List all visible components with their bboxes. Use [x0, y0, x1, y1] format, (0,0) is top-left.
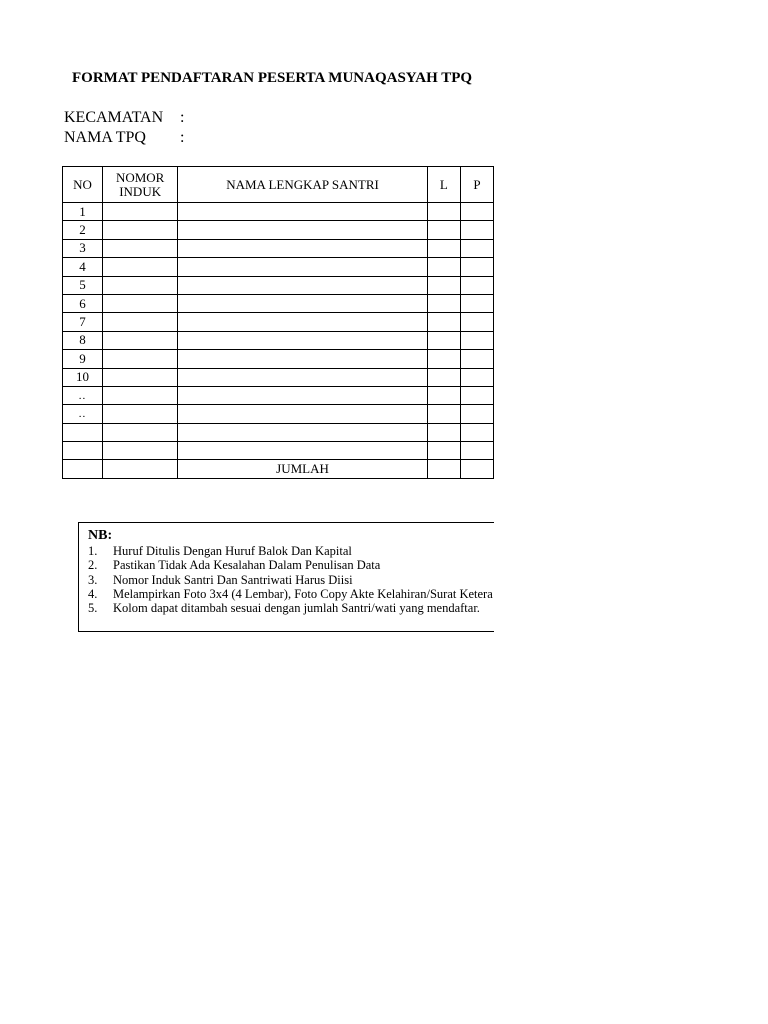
table-cell [103, 386, 178, 404]
table-cell [460, 258, 493, 276]
table-cell [427, 350, 460, 368]
table-cell [460, 405, 493, 423]
header-nomor-induk-line2: INDUK [119, 183, 162, 199]
table-cell [178, 386, 428, 404]
note-text: Nomor Induk Santri Dan Santriwati Harus Diisi [113, 572, 353, 587]
table-cell [178, 423, 428, 441]
table-cell [103, 203, 178, 221]
table-cell [427, 313, 460, 331]
table-cell [460, 368, 493, 386]
field-nama-tpq [64, 129, 184, 147]
table-row [63, 276, 494, 294]
table-cell [460, 423, 493, 441]
table-cell [103, 442, 178, 460]
row-number: 1 [63, 203, 103, 221]
table-cell [427, 386, 460, 404]
header-nomor-induk [103, 167, 178, 203]
note-number: 1. [88, 544, 98, 558]
note-item [88, 601, 493, 615]
table-cell [103, 368, 178, 386]
table-row [63, 258, 494, 276]
table-cell [427, 203, 460, 221]
note-text: Huruf Ditulis Dengan Huruf Balok Dan Kapital [113, 544, 352, 558]
row-number: .. [63, 405, 103, 423]
note-item [88, 544, 493, 558]
table-cell [178, 331, 428, 349]
table-cell [63, 460, 103, 478]
table-cell [178, 313, 428, 331]
table-cell [460, 239, 493, 257]
note-number: 5. [88, 601, 98, 616]
table-cell [103, 258, 178, 276]
row-number: 8 [63, 331, 103, 349]
row-number: 6 [63, 294, 103, 312]
table-cell [178, 258, 428, 276]
table-cell [460, 386, 493, 404]
notes-list [88, 544, 493, 615]
table-cell [460, 460, 493, 478]
table-cell [103, 313, 178, 331]
table-cell [178, 442, 428, 460]
row-number [63, 423, 103, 441]
notes-title: NB: [88, 528, 113, 543]
note-item [88, 558, 493, 572]
field-kecamatan [64, 109, 184, 127]
table-cell [427, 221, 460, 239]
row-number: 7 [63, 313, 103, 331]
table-cell [103, 294, 178, 312]
page-title: FORMAT PENDAFTARAN PESERTA MUNAQASYAH TPQ [72, 70, 473, 86]
note-number: 2. [88, 558, 98, 573]
table-cell [178, 203, 428, 221]
table-row [63, 442, 494, 460]
row-number: 10 [63, 368, 103, 386]
note-number: 3. [88, 572, 98, 587]
table-cell [178, 221, 428, 239]
table-cell [460, 294, 493, 312]
field-label: NAMA TPQ [64, 129, 146, 146]
table-header-row [63, 167, 494, 203]
table-cell [103, 460, 178, 478]
note-number: 4. [88, 586, 98, 601]
table-cell [427, 331, 460, 349]
field-separator: : [180, 129, 185, 146]
table-cell [427, 239, 460, 257]
table-cell [427, 294, 460, 312]
table-row [63, 368, 494, 386]
row-number: 3 [63, 239, 103, 257]
table-cell [103, 221, 178, 239]
note-text: Melampirkan Foto 3x4 (4 Lembar), Foto Copy Akte Kelahiran/Surat Ketera [113, 586, 493, 601]
note-text: Pastikan Tidak Ada Kesalahan Dalam Penulisan Data [113, 558, 381, 573]
table-cell [427, 460, 460, 478]
table-row [63, 294, 494, 312]
field-label: KECAMATAN [64, 109, 164, 126]
table-cell [103, 276, 178, 294]
registration-table [62, 166, 494, 479]
header-p: P [460, 167, 493, 203]
header-no: NO [63, 167, 103, 203]
table-cell [460, 221, 493, 239]
table-cell [460, 350, 493, 368]
row-number: .. [63, 386, 103, 404]
table-cell [460, 313, 493, 331]
table-cell [427, 405, 460, 423]
table-cell [178, 405, 428, 423]
table-cell [427, 258, 460, 276]
table-cell [178, 350, 428, 368]
table-cell [178, 368, 428, 386]
table-cell [460, 442, 493, 460]
table-cell [103, 405, 178, 423]
note-item [88, 587, 493, 601]
table-row [63, 203, 494, 221]
table-cell [178, 294, 428, 312]
table-row [63, 386, 494, 404]
table-row [63, 313, 494, 331]
row-number: 9 [63, 350, 103, 368]
header-l: L [427, 167, 460, 203]
table-total-row [63, 460, 494, 478]
table-cell [427, 423, 460, 441]
row-number: 5 [63, 276, 103, 294]
notes-box [78, 522, 494, 632]
table-row [63, 405, 494, 423]
row-number: 2 [63, 221, 103, 239]
table-cell [427, 442, 460, 460]
table-row [63, 331, 494, 349]
table-cell [103, 331, 178, 349]
field-separator: : [180, 109, 185, 126]
table-cell [460, 276, 493, 294]
table-row [63, 239, 494, 257]
table-cell [427, 368, 460, 386]
table-cell [103, 350, 178, 368]
note-item [88, 573, 493, 587]
header-nomor-induk-line1: NOMOR [115, 169, 165, 185]
total-label: JUMLAH [178, 460, 428, 478]
header-nama-lengkap: NAMA LENGKAP SANTRI [178, 167, 428, 203]
row-number [63, 442, 103, 460]
table-cell [460, 203, 493, 221]
table-cell [103, 239, 178, 257]
note-text: Kolom dapat ditambah sesuai dengan jumlah Santri/wati yang mendaftar. [113, 601, 480, 616]
row-number: 4 [63, 258, 103, 276]
table-row [63, 350, 494, 368]
table-cell [460, 331, 493, 349]
table-cell [178, 276, 428, 294]
table-cell [427, 276, 460, 294]
table-row [63, 423, 494, 441]
table-row [63, 221, 494, 239]
table-cell [178, 239, 428, 257]
table-cell [103, 423, 178, 441]
